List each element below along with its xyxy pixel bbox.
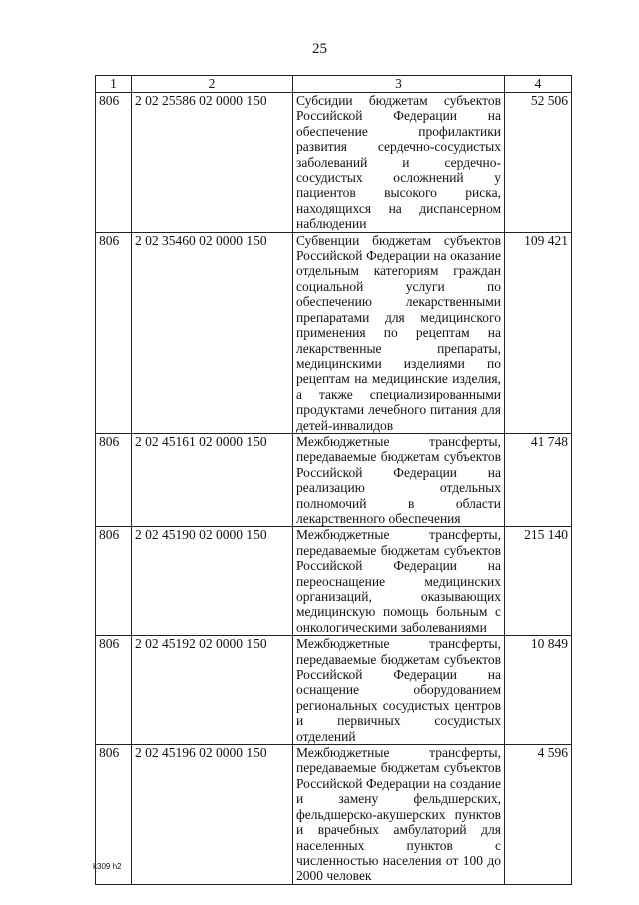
table-row (96, 93, 572, 233)
table-row (96, 232, 572, 433)
row-amount: 10 849 (505, 636, 572, 745)
column-header-3: 3 (293, 76, 505, 93)
row-admin-code: 806 (96, 527, 132, 636)
row-description: Субсидии бюджетам субъектов Российской Федерации на обеспечение профилактики развития сердечно-сосудистых заболеваний и сердечно-сосудистых осложнений у пациентов высокого риска, находящихся на диспансерном наблюдении (293, 93, 505, 233)
row-amount: 41 748 (505, 433, 572, 526)
row-description: Межбюджетные трансферты, передаваемые бюджетам субъектов Российской Федерации на создание и замену фельдшерских, фельдшерско-акушерских пунктов и врачебных амбулаторий для населенных пунктов с численностью населения от 100 до 2000 человек (293, 745, 505, 885)
row-budget-code: 2 02 45161 02 0000 150 (132, 433, 293, 526)
table-row (96, 433, 572, 526)
row-admin-code: 806 (96, 232, 132, 433)
row-description: Межбюджетные трансферты, передаваемые бюджетам субъектов Российской Федерации на реализацию отдельных полномочий в области лекарственного обеспечения (293, 433, 505, 526)
table-header-row (96, 76, 572, 93)
table-row (96, 636, 572, 745)
row-budget-code: 2 02 45192 02 0000 150 (132, 636, 293, 745)
table-row (96, 527, 572, 636)
row-budget-code: 2 02 35460 02 0000 150 (132, 232, 293, 433)
column-header-1: 1 (96, 76, 132, 93)
budget-table (95, 75, 572, 885)
page-number: 25 (312, 41, 327, 57)
row-description: Межбюджетные трансферты, передаваемые бюджетам субъектов Российской Федерации на оснащение оборудованием региональных сосудистых центров и первичных сосудистых отделений (293, 636, 505, 745)
row-budget-code: 2 02 25586 02 0000 150 (132, 93, 293, 233)
row-admin-code: 806 (96, 745, 132, 885)
row-admin-code: 806 (96, 636, 132, 745)
row-budget-code: 2 02 45196 02 0000 150 (132, 745, 293, 885)
row-amount: 215 140 (505, 527, 572, 636)
row-admin-code: 806 (96, 433, 132, 526)
row-description: Межбюджетные трансферты, передаваемые бюджетам субъектов Российской Федерации на переоснащение медицинских организаций, оказывающих медицинскую помощь больным с онкологическими заболеваниями (293, 527, 505, 636)
footer-document-code: k309 h2 (93, 862, 122, 871)
table-row (96, 745, 572, 885)
row-amount: 4 596 (505, 745, 572, 885)
row-amount: 52 506 (505, 93, 572, 233)
column-header-4: 4 (505, 76, 572, 93)
row-budget-code: 2 02 45190 02 0000 150 (132, 527, 293, 636)
row-amount: 109 421 (505, 232, 572, 433)
row-admin-code: 806 (96, 93, 132, 233)
column-header-2: 2 (132, 76, 293, 93)
row-description: Субвенции бюджетам субъектов Российской Федерации на оказание отдельным категориям граждан социальной услуги по обеспечению лекарственными препаратами для медицинского применения по рецептам на лекарственные препараты, медицинскими изделиями по рецептам на медицинские изделия, а также специализированными продуктами лечебного питания для детей-инвалидов (293, 232, 505, 433)
